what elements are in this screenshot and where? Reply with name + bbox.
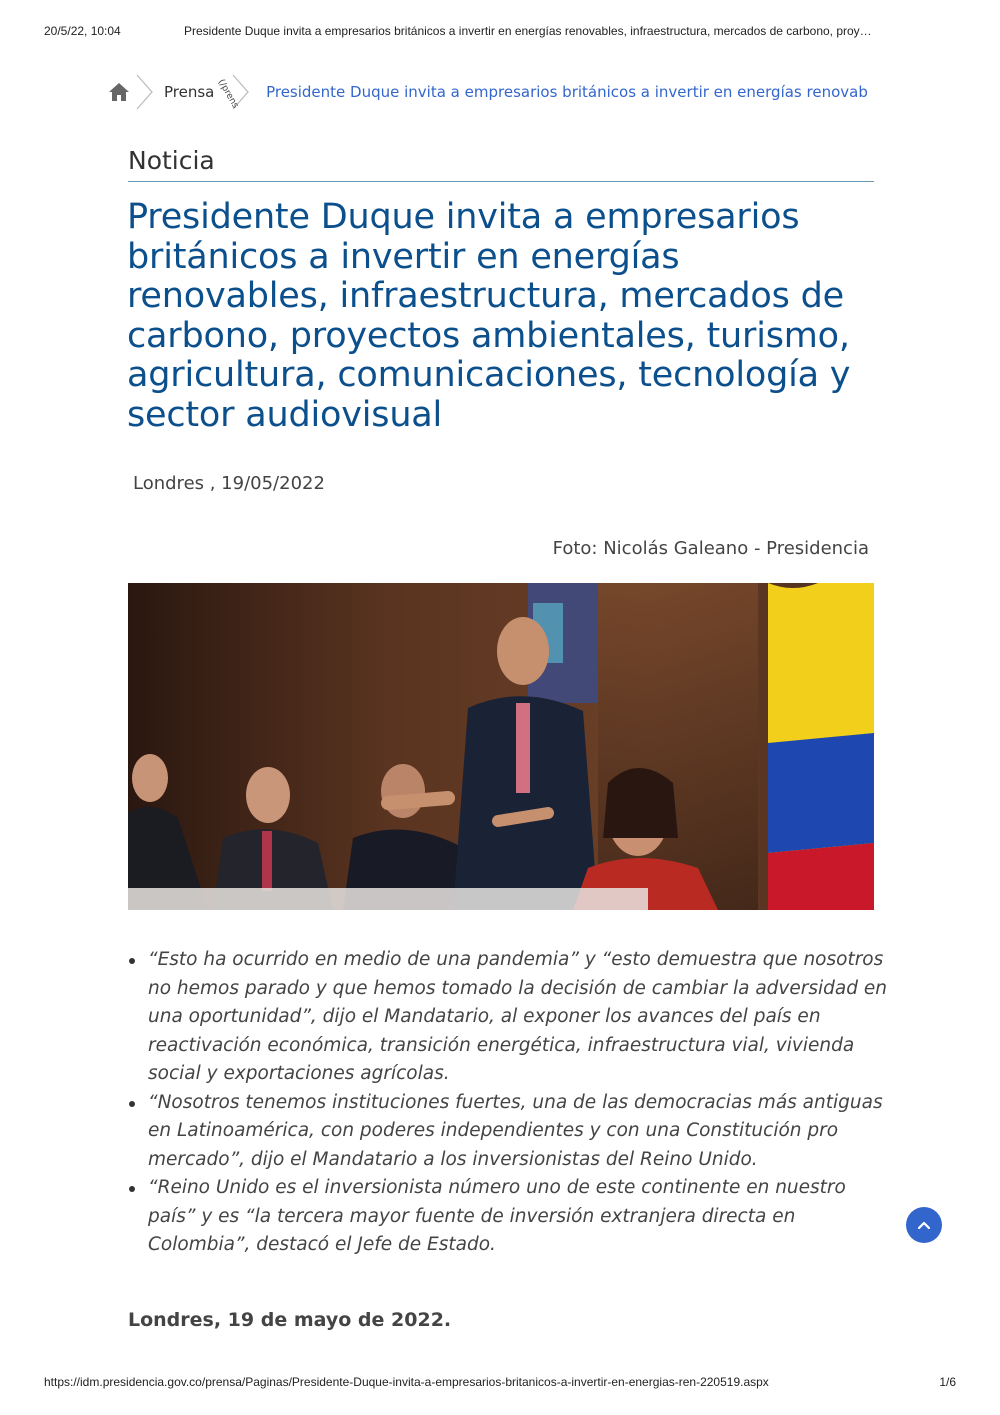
article-headline: Presidente Duque invita a empresarios británicos a invertir en energías renovables, infraestructura, mercados de carbono, proyectos ambientales, turismo, agricultura, comunicaciones, tecnología y sector audiovisual: [127, 197, 851, 435]
section-label: Noticia: [128, 146, 215, 175]
chevron-up-icon: [917, 1220, 931, 1230]
article-closing-dateline: Londres, 19 de mayo de 2022.: [128, 1309, 452, 1331]
print-page-number: 1/6: [939, 1375, 956, 1389]
breadcrumb: [108, 72, 900, 112]
article-highlights: [128, 946, 898, 1260]
article-photo: [128, 583, 874, 910]
breadcrumb-url-fragment: (/prens: [215, 77, 241, 111]
scroll-to-top-button[interactable]: [906, 1207, 942, 1243]
print-header: [44, 24, 960, 38]
highlight-item: “Reino Unido es el inversionista número uno de este continente en nuestro país” y es “la tercera mayor fuente de inversión extranjera directa en Colombia”, destacó el Jefe de Estado.: [148, 1174, 898, 1260]
highlight-item: “Esto ha ocurrido en medio de una pandemia” y “esto demuestra que nosotros no hemos parado y que hemos tomado la decisión de cambiar la adversidad en una oportunidad”, dijo el Mandatario, al exponer los avances del país en reactivación económica, transición energética, infraestructura vial, vivienda social y exportaciones agrícolas.: [148, 946, 898, 1089]
breadcrumb-item-current[interactable]: Presidente Duque invita a empresarios británicos a invertir en energías renovab: [266, 83, 868, 101]
print-footer: [44, 1375, 956, 1389]
print-url: https://idm.presidencia.gov.co/prensa/Paginas/Presidente-Duque-invita-a-empresarios-britanicos-a-invertir-en-energias-ren-220519.aspx: [44, 1375, 769, 1389]
home-icon[interactable]: [108, 81, 130, 103]
article-dateline: Londres , 19/05/2022: [133, 473, 325, 494]
section-divider: [128, 181, 874, 182]
highlight-item: “Nosotros tenemos instituciones fuertes, una de las democracias más antiguas en Latinoamérica, con poderes independientes y con una Constitución pro mercado”, dijo el Mandatario a los inversionistas del Reino Unido.: [148, 1089, 898, 1175]
print-title: Presidente Duque invita a empresarios británicos a invertir en energías renovables, infraestructura, mercados de carbono, proy…: [184, 24, 872, 38]
print-datetime: 20/5/22, 10:04: [44, 24, 121, 38]
breadcrumb-item-prensa[interactable]: Prensa: [164, 83, 215, 101]
photo-credit: Foto: Nicolás Galeano - Presidencia: [552, 538, 869, 559]
breadcrumb-separator-icon: [134, 74, 154, 110]
